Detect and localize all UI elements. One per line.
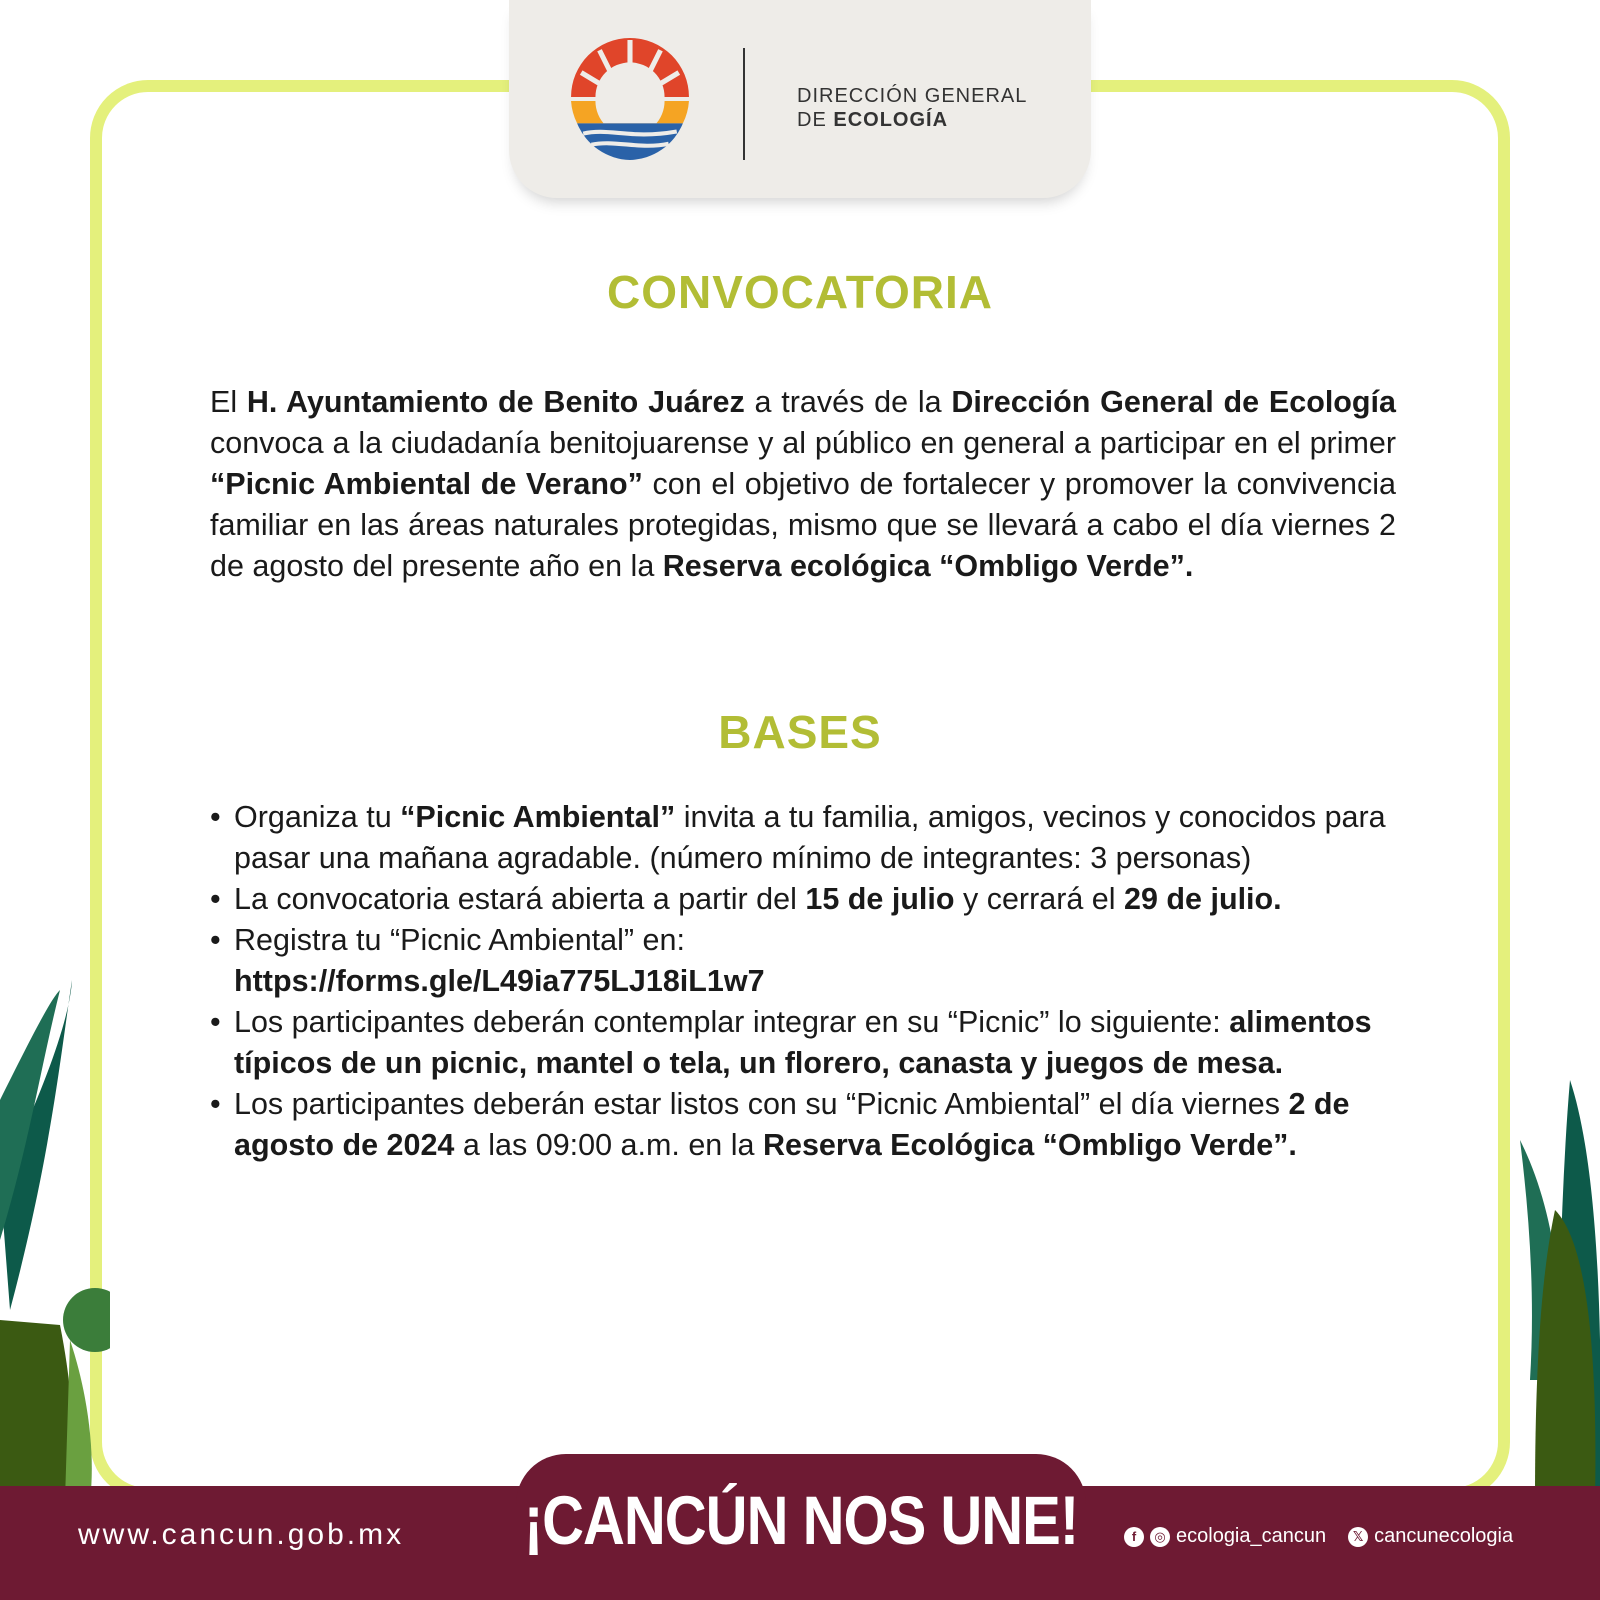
intro-paragraph: El H. Ayuntamiento de Benito Juárez a través de la Dirección General de Ecología convoca a la ciudadanía benitojuarense y al público en general a participar en el primer “Picnic Ambiental de Verano” con el objetivo de fortalecer y promover la convivencia familiar en las áreas naturales protegidas, mismo que se llevará a cabo el día viernes 2 de agosto del presente año en la Reserva ecológica “Ombligo Verde”. (210, 385, 1396, 583)
registration-link[interactable]: https://forms.gle/L49ia775LJ18iL1w7 (234, 964, 765, 998)
social-handles (1124, 1525, 1513, 1548)
cancun-sun-logo-icon (569, 38, 691, 160)
social-handle-fb-ig: ecologia_cancun (1176, 1525, 1327, 1547)
list-item: • Los participantes deberán contemplar integrar en su “Picnic” lo siguiente: alimentos típicos de un picnic, mantel o tela, un florero, canasta y juegos de mesa. (210, 1002, 1396, 1084)
page-title: CONVOCATORIA (607, 266, 993, 318)
org-name-line2: DE ECOLOGÍA (797, 109, 949, 131)
header-card (509, 0, 1091, 198)
org-name (797, 84, 1027, 132)
bases-list (210, 797, 1396, 1166)
x-icon[interactable]: 𝕏 (1348, 1527, 1368, 1547)
website-link[interactable]: www.cancun.gob.mx (78, 1518, 405, 1551)
facebook-icon[interactable]: f (1124, 1527, 1144, 1547)
slogan: ¡CANCÚN NOS UNE! (523, 1482, 1079, 1560)
social-handle-x: cancunecologia (1374, 1525, 1514, 1547)
list-item: • Registra tu “Picnic Ambiental” en: https://forms.gle/L49ia775LJ18iL1w7 (210, 920, 1396, 1002)
list-item: • Los participantes deberán estar listos con su “Picnic Ambiental” el día viernes 2 de agosto de 2024 a las 09:00 a.m. en la Reserva Ecológica “Ombligo Verde”. (210, 1084, 1396, 1166)
header-divider (743, 48, 745, 160)
list-item: • La convocatoria estará abierta a partir del 15 de julio y cerrará el 29 de julio. (210, 879, 1396, 920)
bases-title: BASES (718, 706, 882, 758)
leaves-left-decoration (0, 980, 110, 1500)
list-item: • Organiza tu “Picnic Ambiental” invita a tu familia, amigos, vecinos y conocidos para pasar una mañana agradable. (número mínimo de integrantes: 3 personas) (210, 797, 1396, 879)
instagram-icon[interactable]: ◎ (1150, 1527, 1170, 1547)
org-name-line1: DIRECCIÓN GENERAL (797, 85, 1028, 107)
leaves-right-decoration (1510, 1080, 1600, 1500)
